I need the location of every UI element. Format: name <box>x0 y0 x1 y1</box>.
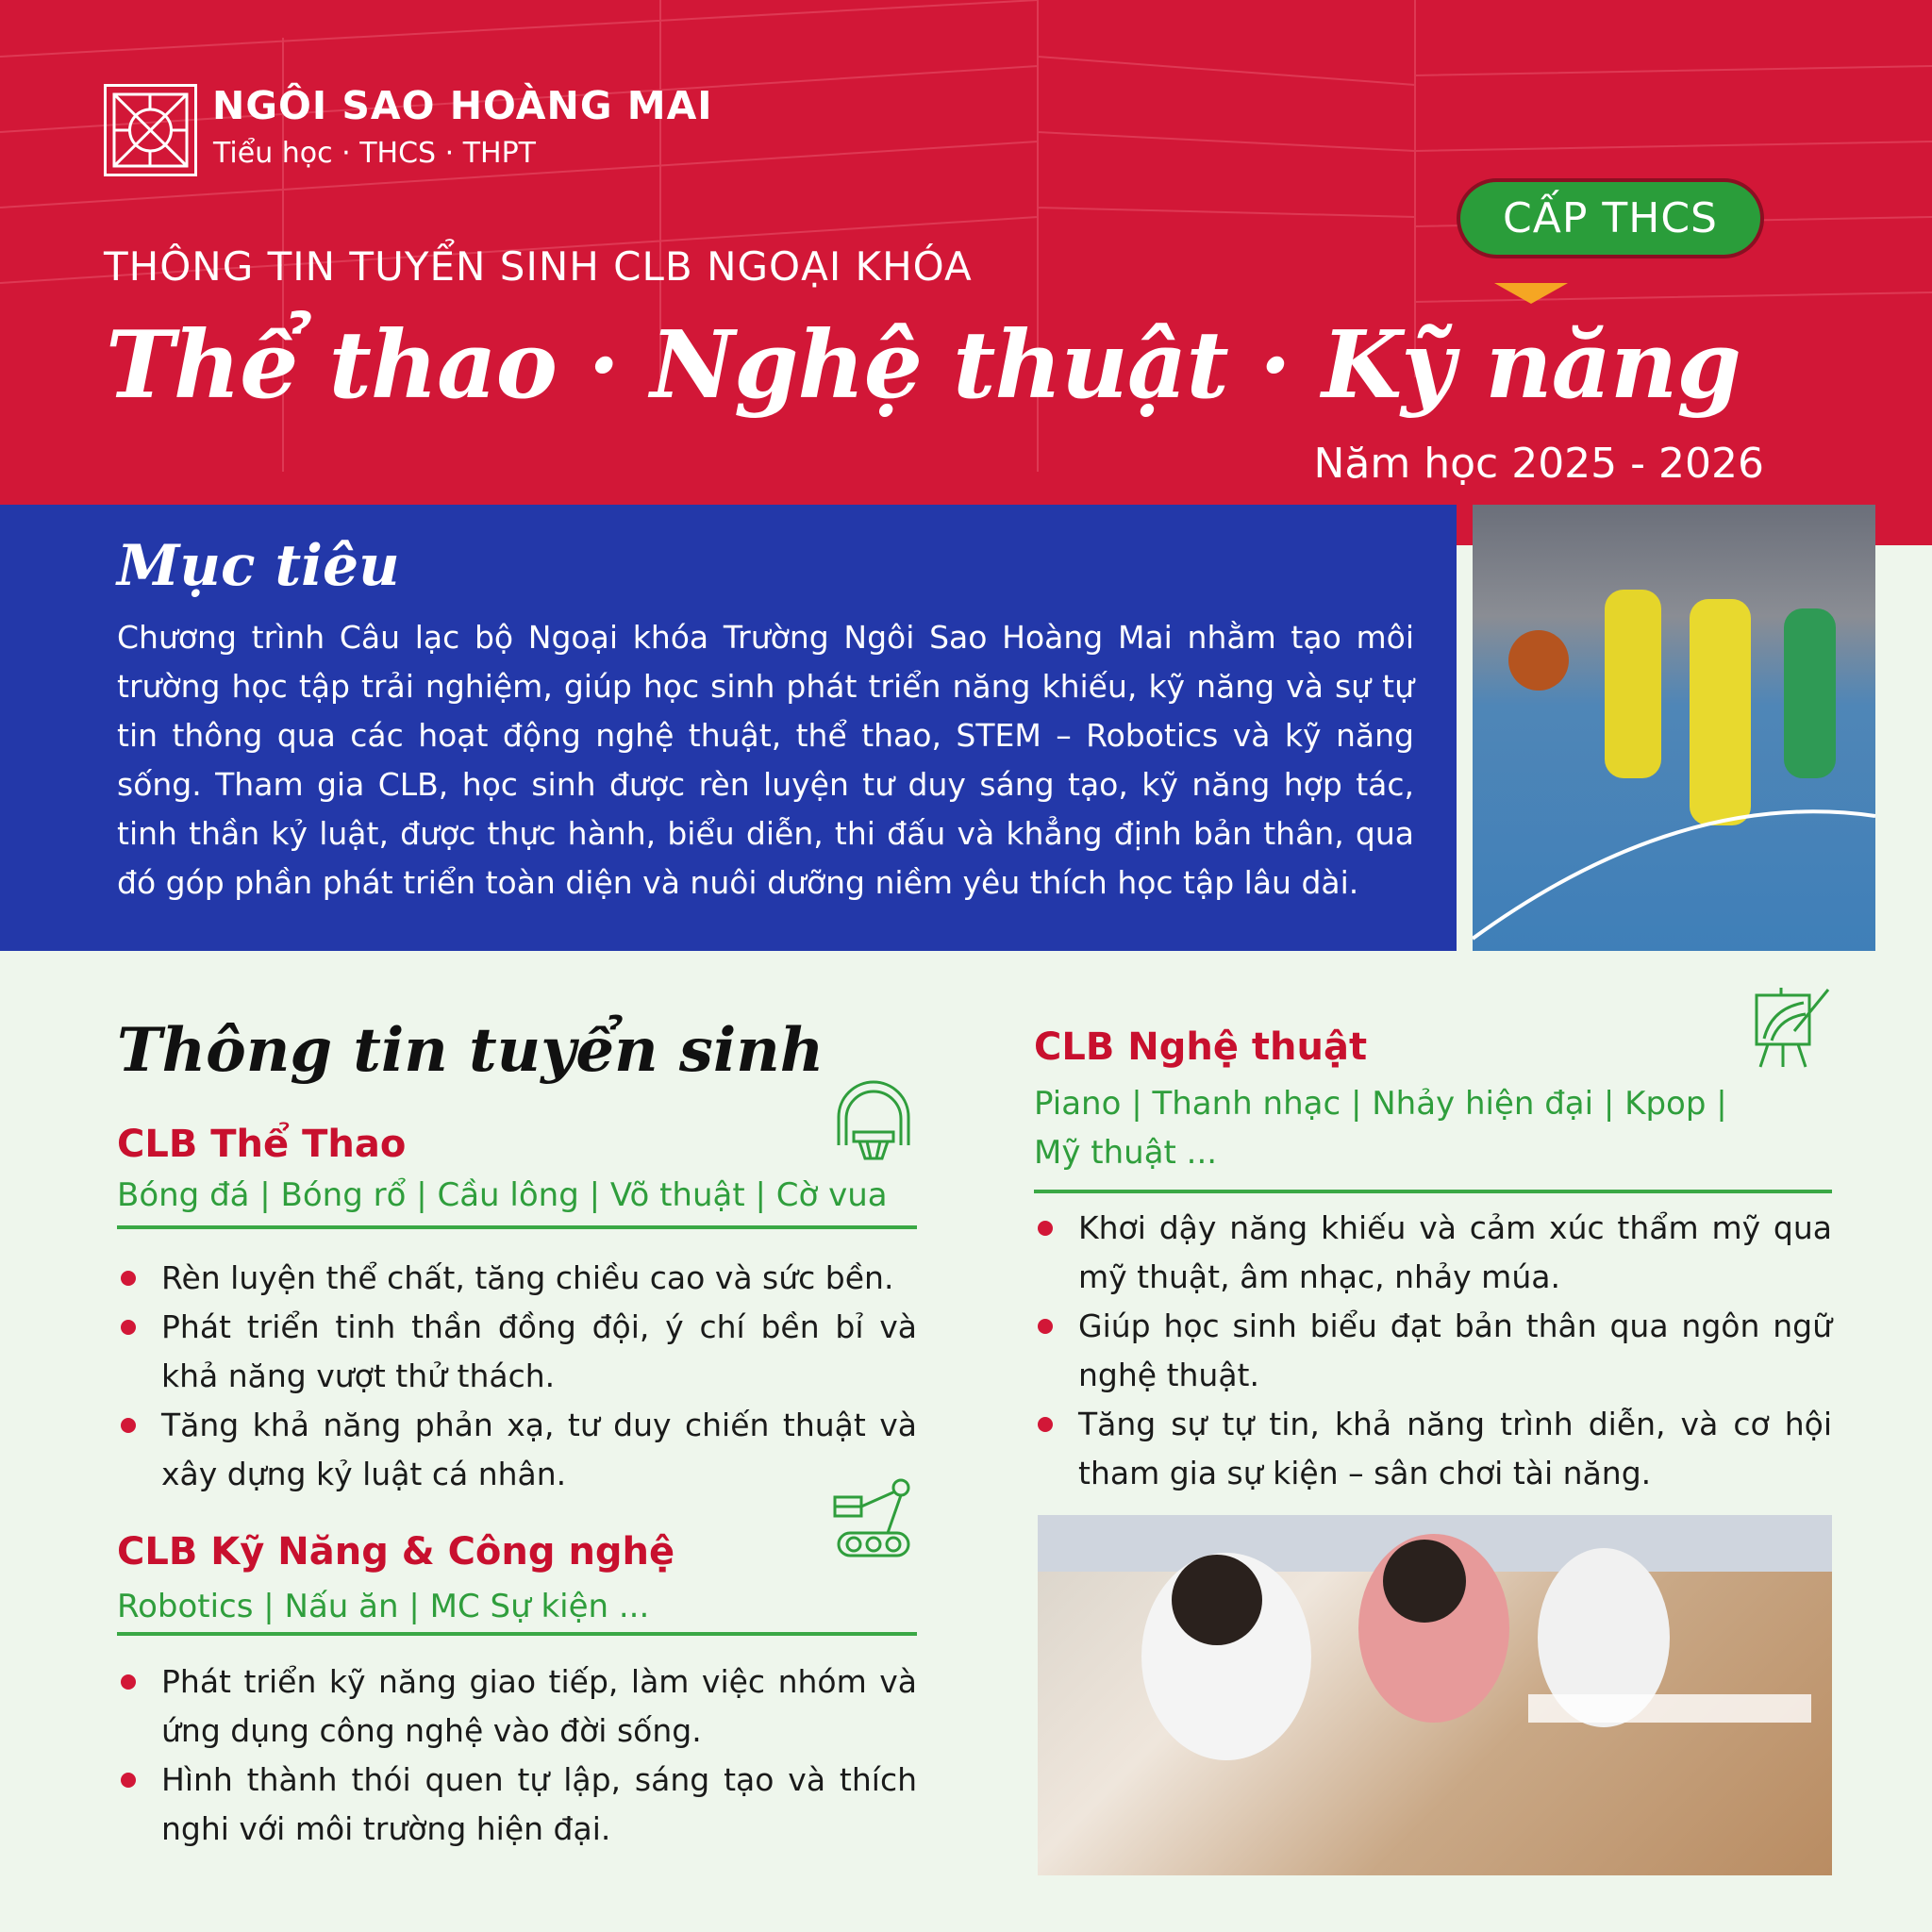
club-sports-title: CLB Thể Thao <box>117 1123 407 1166</box>
easel-icon <box>1753 986 1832 1068</box>
divider <box>117 1225 917 1229</box>
level-badge: CẤP THCS <box>1457 178 1764 258</box>
art-class-photo <box>1038 1515 1832 1875</box>
list-item: Tăng sự tự tin, khả năng trình diễn, và cơ hội tham gia sự kiện – sân chơi tài năng. <box>1034 1400 1832 1498</box>
list-item: Tăng khả năng phản xạ, tư duy chiến thuật và xây dựng kỷ luật cá nhân. <box>117 1401 917 1499</box>
enrollment-title: Thông tin tuyển sinh <box>117 1015 824 1086</box>
brand-levels: Tiểu học · THCS · THPT <box>213 137 536 170</box>
club-arts-title: CLB Nghệ thuật <box>1034 1025 1368 1069</box>
club-skills-benefits <box>117 1657 917 1854</box>
club-arts-activities: Piano | Thanh nhạc | Nhảy hiện đại | Kpop | Mỹ thuật ... <box>1034 1085 1727 1172</box>
goal-title: Mục tiêu <box>117 533 400 599</box>
students-drawing-illustration <box>1038 1515 1832 1875</box>
list-item: Rèn luyện thể chất, tăng chiều cao và sức bền. <box>117 1254 917 1303</box>
basketball-players-illustration <box>1473 505 1875 951</box>
robot-arm-icon <box>833 1476 914 1558</box>
divider <box>117 1632 917 1636</box>
goal-text: Chương trình Câu lạc bộ Ngoại khóa Trường Ngôi Sao Hoàng Mai nhằm tạo môi trường học tập trải nghiệm, giúp học sinh phát triển năng khiếu, kỹ năng và sự tự tin thông qua các hoạt động nghệ thuật, thể thao, STEM – Robotics và kỹ năng sống. Tham gia CLB, học sinh được rèn luyện tư duy sáng tạo, kỹ năng hợp tác, tinh thần kỷ luật, được thực hành, biểu diễn, thi đấu và khẳng định bản thân, qua đó góp phần phát triển toàn diện và nuôi dưỡng niềm yêu thích học tập lâu dài. <box>117 619 1414 901</box>
list-item: Phát triển kỹ năng giao tiếp, làm việc nhóm và ứng dụng công nghệ vào đời sống. <box>117 1657 917 1756</box>
page-title: Thể thao · Nghệ thuật · Kỹ năng <box>106 311 1740 420</box>
club-sports-activities: Bóng đá | Bóng rổ | Cầu lông | Võ thuật | Cờ vua <box>117 1176 888 1214</box>
school-logo <box>104 84 197 176</box>
divider <box>1034 1190 1832 1193</box>
club-skills-title: CLB Kỹ Năng & Công nghệ <box>117 1530 675 1574</box>
basketball-hoop-icon <box>833 1079 914 1160</box>
badge-arrow-icon <box>1494 283 1568 304</box>
school-year: Năm học 2025 - 2026 <box>1313 440 1764 488</box>
list-item: Phát triển tinh thần đồng đội, ý chí bền bỉ và khả năng vượt thử thách. <box>117 1303 917 1401</box>
club-skills-activities: Robotics | Nấu ăn | MC Sự kiện ... <box>117 1588 650 1625</box>
list-item: Giúp học sinh biểu đạt bản thân qua ngôn ngữ nghệ thuật. <box>1034 1302 1832 1400</box>
club-arts-benefits <box>1034 1204 1832 1498</box>
logo-emblem-icon <box>107 87 194 174</box>
brand-name: NGÔI SAO HOÀNG MAI <box>212 83 713 128</box>
list-item: Khơi dậy năng khiếu và cảm xúc thẩm mỹ qua mỹ thuật, âm nhạc, nhảy múa. <box>1034 1204 1832 1302</box>
kicker-heading: THÔNG TIN TUYỂN SINH CLB NGOẠI KHÓA <box>104 243 973 290</box>
list-item: Hình thành thói quen tự lập, sáng tạo và thích nghi với môi trường hiện đại. <box>117 1756 917 1854</box>
basketball-photo <box>1473 505 1875 951</box>
club-sports-benefits <box>117 1254 917 1499</box>
